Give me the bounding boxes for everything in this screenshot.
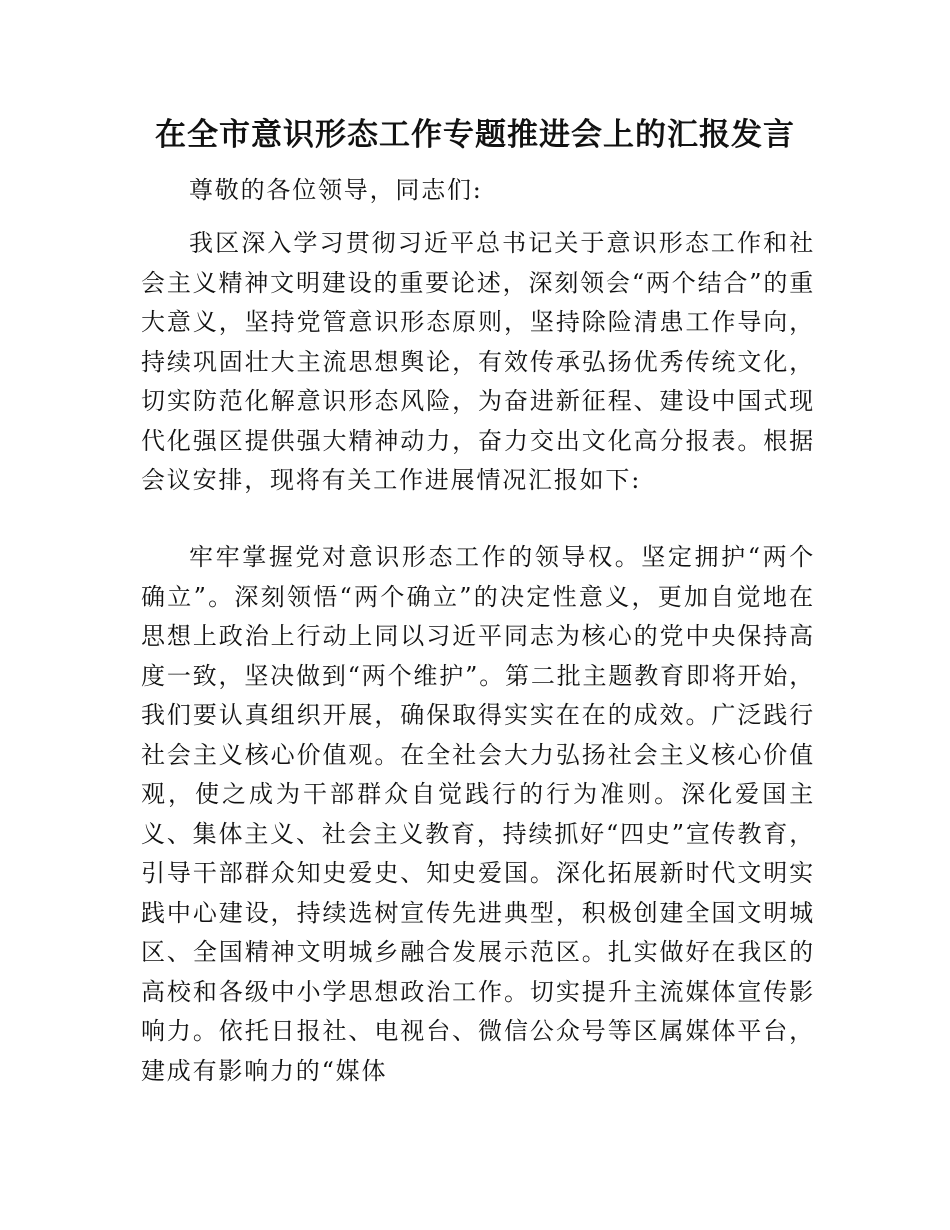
paragraph-leadership: 牢牢掌握党对意识形态工作的领导权。坚定拥护“两个确立”。深刻领悟“两个确立”的决定性意义，更加自觉地在思想上政治上行动上同以习近平同志为核心的党中央保持高度一致，坚决做到“两个维护”。第二批主题教育即将开始，我们要认真组织开展，确保取得实实在在的成效。广泛践行社会主义核心价值观。在全社会大力弘扬社会主义核心价值观，使之成为干部群众自觉践行的行为准则。深化爱国主义、集体主义、社会主义教育，持续抓好“四史”宣传教育，引导干部群众知史爱史、知史爱国。深化拓展新时代文明实践中心建设，持续选树宣传先进典型，积极创建全国文明城区、全国精神文明城乡融合发展示范区。扎实做好在我区的高校和各级中小学思想政治工作。切实提升主流媒体宣传影响力。依托日报社、电视台、微信公众号等区属媒体平台，建成有影响力的“媒体 xyxy=(141,543,815,1085)
paragraph-intro: 我区深入学习贯彻习近平总书记关于意识形态工作和社会主义精神文明建设的重要论述，深刻领会“两个结合”的重大意义，坚持党管意识形态原则，坚持除险清患工作导向，持续巩固壮大主流思想舆论，有效传承弘扬优秀传统文化，切实防范化解意识形态风险，为奋进新征程、建设中国式现代化强区提供强大精神动力，奋力交出文化高分报表。根据会议安排，现将有关工作进展情况汇报如下: xyxy=(141,229,815,494)
document-title: 在全市意识形态工作专题推进会上的汇报发言 xyxy=(155,117,795,153)
salutation: 尊敬的各位领导，同志们: xyxy=(189,176,483,204)
